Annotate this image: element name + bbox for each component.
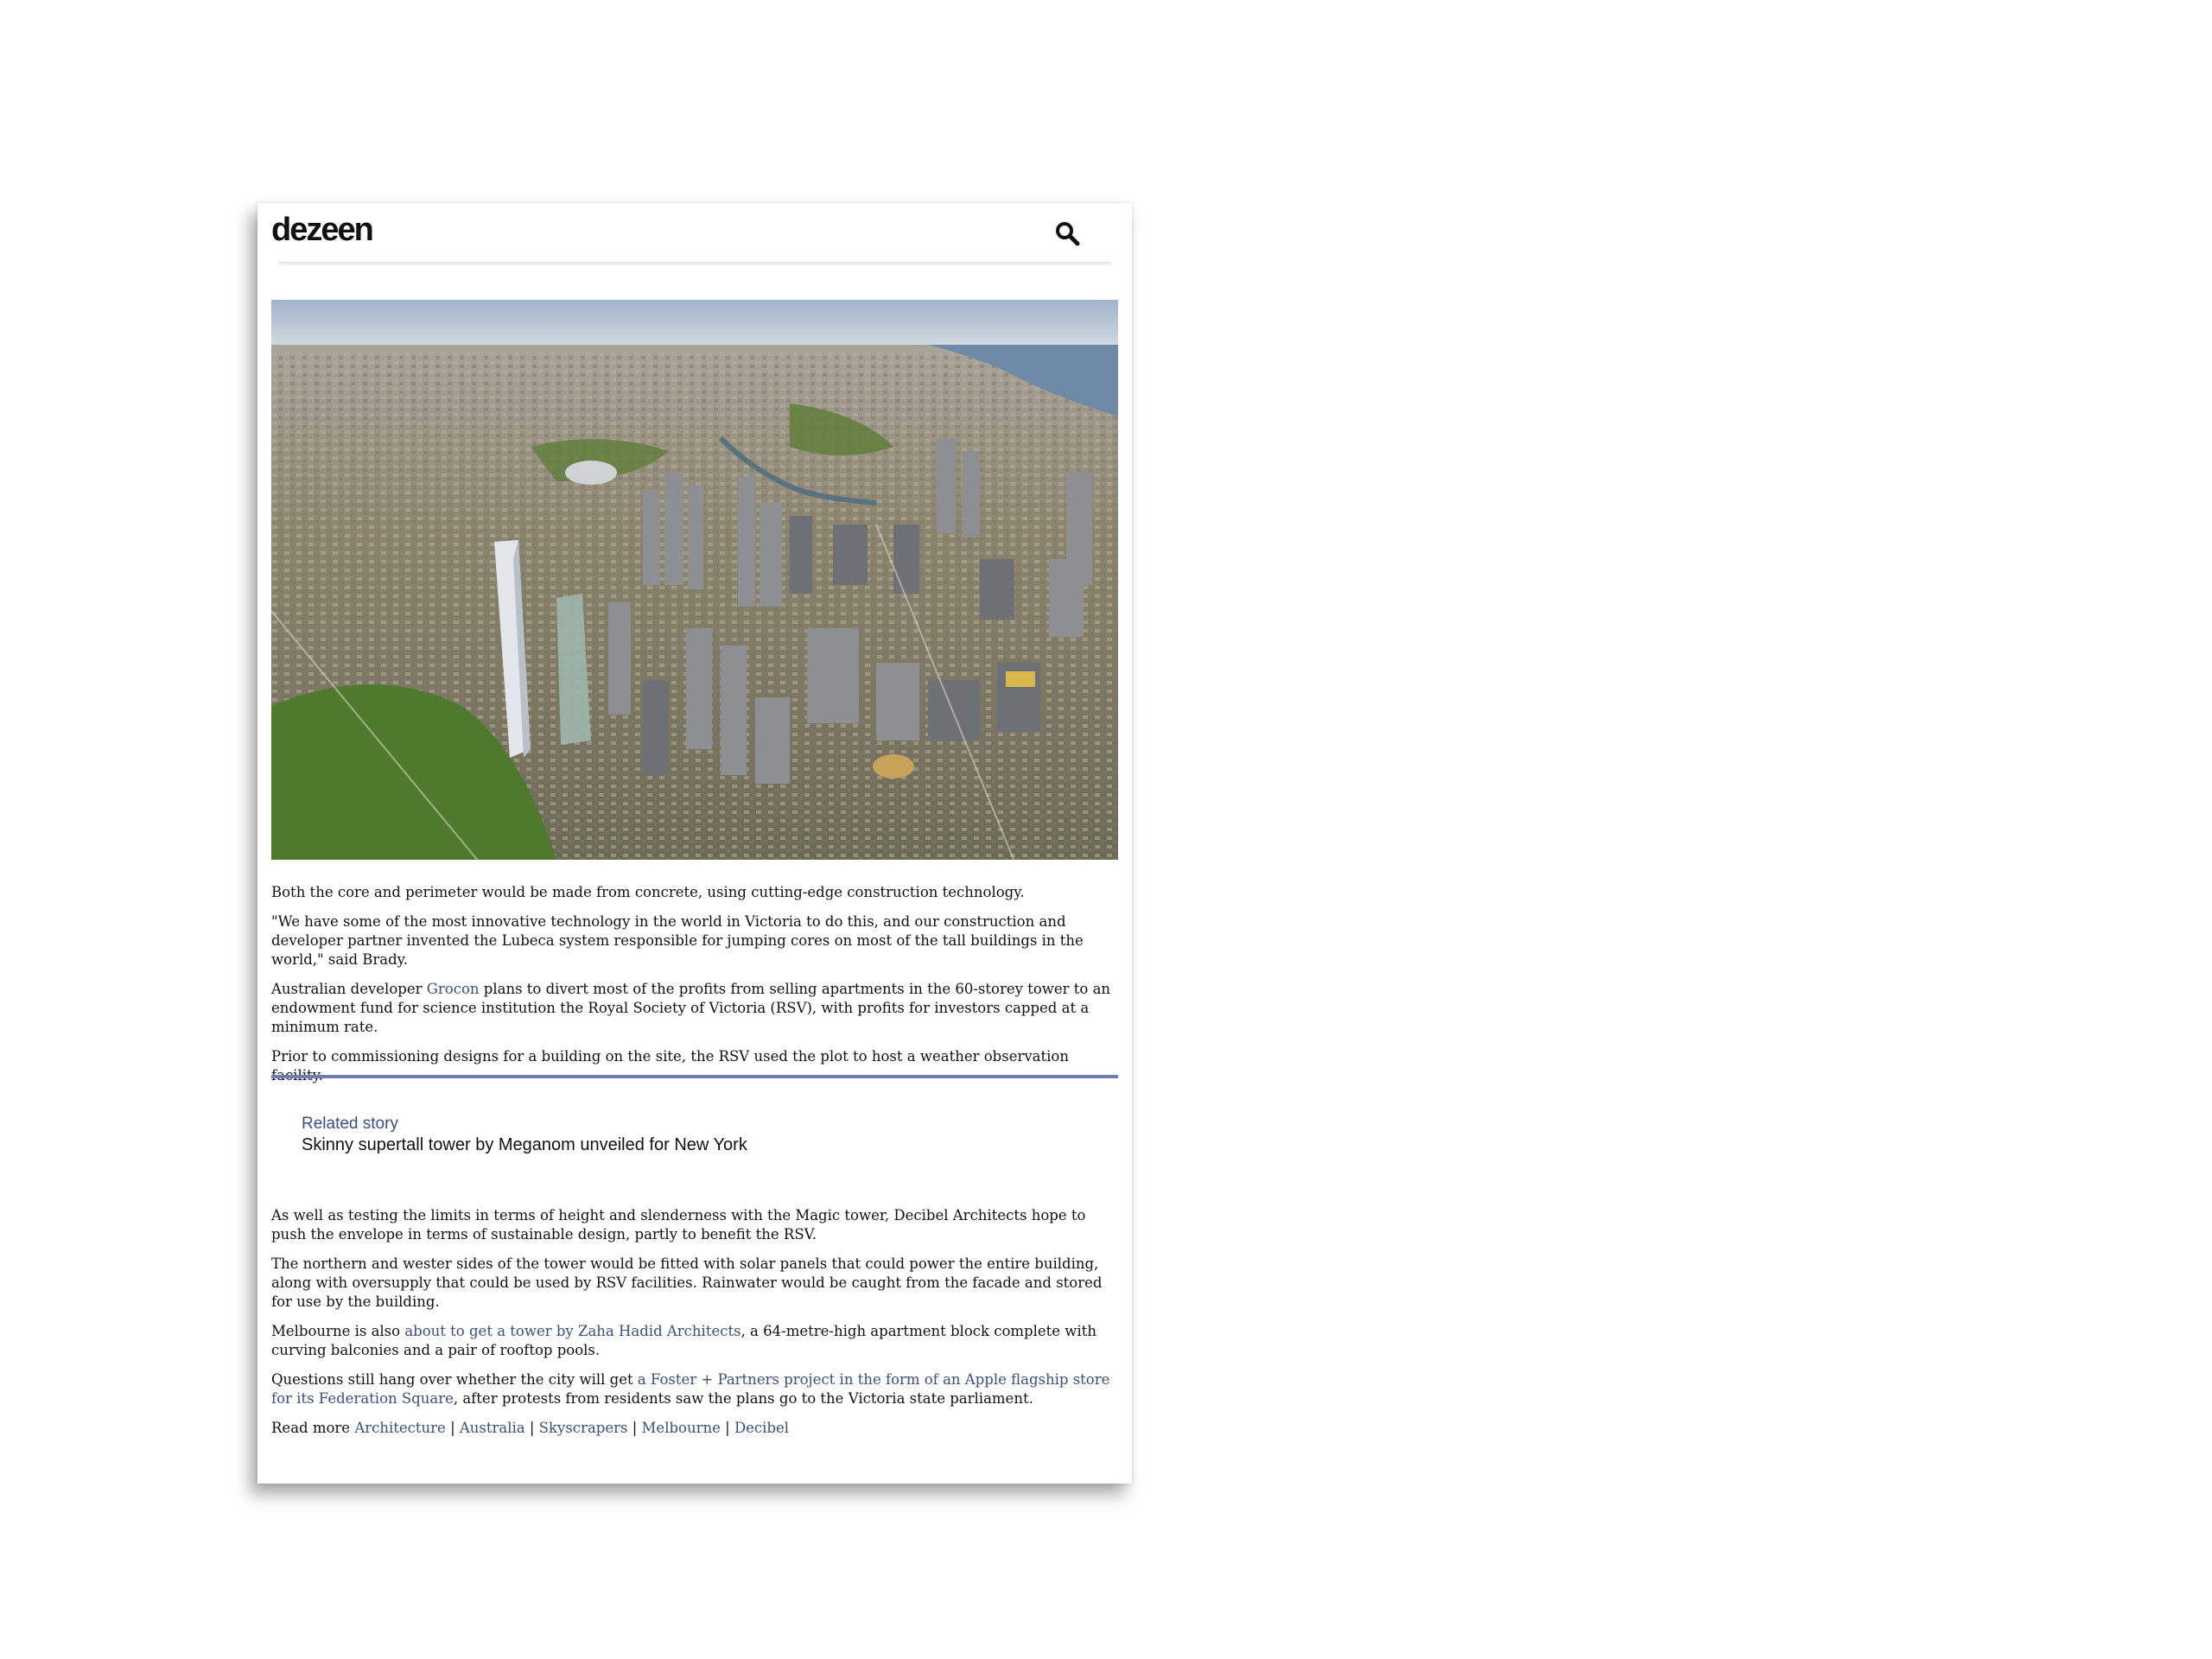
site-header	[257, 203, 1132, 265]
tag-separator: |	[725, 1420, 730, 1436]
paragraph-text: Melbourne is also	[271, 1323, 405, 1339]
tag-link[interactable]: Decibel	[734, 1420, 790, 1436]
search-icon	[1054, 220, 1082, 248]
paragraph-text: , a 64-metre-high apartment block complete with curving balconies and a pair of rooftop pools.	[271, 1323, 1096, 1358]
paragraph	[271, 1322, 1118, 1360]
search-button[interactable]	[1054, 220, 1082, 248]
related-story-divider	[271, 1075, 1118, 1078]
paragraph-text: "We have some of the most innovative technology in the world in Victoria to do this, and our construction and developer partner invented the Lubeca system responsible for jumping cores on most of the tall buildings in the world," said Brady.	[271, 913, 1084, 968]
paragraph-text: plans to divert most of the profits from selling apartments in the 60-storey tower to an endowment fund for science institution the Royal Society of Victoria (RSV), with profits for investors capped at a minimum rate.	[271, 981, 1111, 1035]
paragraph: Both the core and perimeter would be made from concrete, using cutting-edge construction technology.	[271, 884, 1025, 900]
read-more	[271, 1419, 1118, 1438]
dezeen-logo[interactable]: dezeen	[271, 212, 372, 248]
paragraph-text: Australian developer	[271, 981, 427, 997]
article-body-top	[271, 883, 1118, 1096]
paragraph: Prior to commissioning designs for a building on the site, the RSV used the plot to host a weather observation	[271, 1048, 1069, 1065]
paragraph: The northern and wester sides of the tower would be fitted with solar panels that could power the entire building, along with oversupply that could be used by RSV facilities. Rainwater would be caught from the facade and stored for use by the building.	[271, 1255, 1103, 1310]
related-story[interactable]	[302, 1114, 1079, 1155]
tag-link[interactable]: Melbourne	[641, 1420, 721, 1436]
grocon-link[interactable]: Grocon	[426, 981, 480, 997]
paragraph-text: Questions still hang over whether the city will get	[271, 1371, 638, 1388]
tag-link[interactable]: Skyscrapers	[538, 1420, 628, 1436]
tag-separator: |	[529, 1420, 535, 1436]
read-more-label: Read more	[271, 1420, 351, 1436]
tag-separator: |	[632, 1420, 638, 1436]
paragraph	[271, 980, 1118, 1037]
article-body-bottom	[271, 1206, 1118, 1448]
paragraph	[271, 912, 1118, 969]
paragraph: As well as testing the limits in terms of height and slenderness with the Magic tower, Decibel Architects hope to push the envelope in terms of sustainable design, partly to benefit the RSV.	[271, 1207, 1086, 1243]
apple-store-link[interactable]: a Foster + Partners project in the form of an Apple flagship store for its Federation Square	[271, 1371, 1110, 1407]
paragraph	[271, 1370, 1118, 1408]
related-story-link[interactable]: Skinny supertall tower by Meganom unveiled for New York	[302, 1135, 747, 1154]
tag-separator: |	[450, 1420, 455, 1436]
paragraph-text: , after protests from residents saw the plans go to the Victoria state parliament.	[453, 1390, 1033, 1407]
related-story-label: Related story	[302, 1115, 398, 1133]
header-divider	[278, 262, 1111, 265]
tag-link[interactable]: Architecture	[354, 1420, 446, 1436]
article-page	[257, 203, 1132, 1484]
hero-image	[271, 300, 1118, 860]
tag-link[interactable]: Australia	[459, 1420, 525, 1436]
zaha-hadid-tower-link[interactable]: about to get a tower by Zaha Hadid Architects	[404, 1323, 741, 1339]
